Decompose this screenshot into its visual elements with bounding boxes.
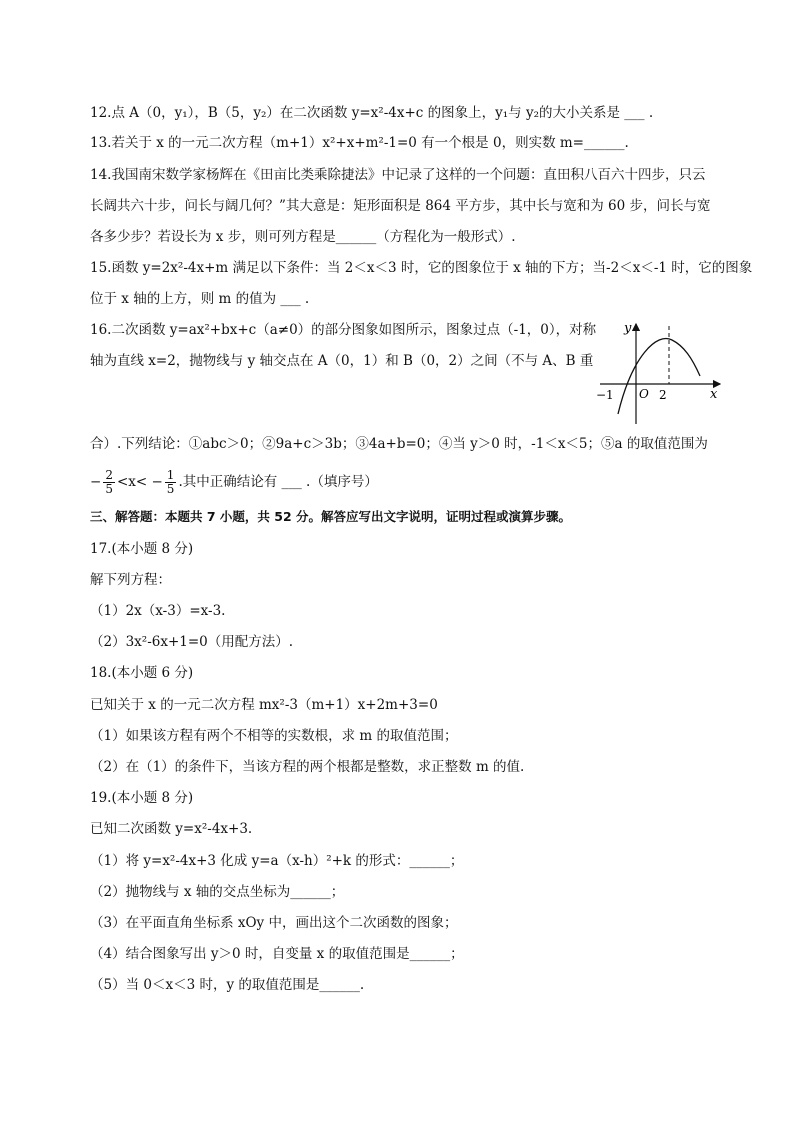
inequality-middle: <x< − (116, 474, 163, 490)
question-18-intro: 已知关于 x 的一元二次方程 mx²-3（m+1）x+2m+3=0 (90, 697, 438, 713)
question-19-part-5: （5）当 0＜x＜3 时，y 的取值范围是______. (90, 977, 365, 993)
question-13: 13.若关于 x 的一元二次方程（m+1）x²+x+m²-1=0 有一个根是 0，则实数 m=______. (90, 135, 629, 151)
question-19-intro: 已知二次函数 y=x²-4x+3. (90, 821, 253, 837)
y-axis-label: y (624, 321, 632, 336)
tick-label-neg1: −1 (596, 388, 614, 402)
parabola-graph (592, 318, 726, 428)
question-18-part-2: （2）在（1）的条件下，当该方程的两个根都是整数，求正整数 m 的值. (90, 759, 525, 775)
question-19-part-4: （4）结合图象写出 y＞0 时，自变量 x 的取值范围是______； (90, 946, 464, 962)
minus-sign: − (90, 474, 102, 490)
origin-label: O (639, 387, 649, 401)
question-15-line-2: 位于 x 轴的上方，则 m 的值为 ___ . (90, 291, 310, 307)
question-19-part-3: （3）在平面直角坐标系 xOy 中，画出这个二次函数的图象； (90, 915, 458, 931)
fraction-denominator: 5 (105, 482, 113, 496)
question-16-line-4 (90, 468, 378, 496)
question-17-intro: 解下列方程： (90, 572, 171, 588)
question-19-part-1: （1）将 y=x²-4x+3 化成 y=a（x-h）²+k 的形式：______； (90, 853, 464, 869)
question-14-line-2: 长阔共六十步，问长与阔几何？”其大意是：矩形面积是 864 平方步，其中长与宽和为 60 步，问长与宽 (90, 198, 711, 214)
fraction-numerator: 2 (105, 468, 113, 482)
question-14-line-3: 各多少步？若设长为 x 步，则可列方程是______（方程化为一般形式）. (90, 229, 516, 245)
question-14-line-1: 14.我国南宋数学家杨辉在《田亩比类乘除捷法》中记录了这样的一个问题：直田积八百六十四步，只云 (90, 167, 706, 183)
fraction-denominator: 5 (166, 482, 175, 496)
question-18-heading: 18.(本小题 6 分) (90, 665, 194, 681)
fraction-one-fifth (165, 469, 177, 496)
question-16-line-3: 合）.下列结论：①abc＞0；②9a+c＞3b；③4a+b=0；④当 y＞0 时，-1＜x＜5；⑤a 的取值范围为 (90, 436, 708, 452)
parabola-curve (618, 339, 700, 414)
question-19-part-2: （2）抛物线与 x 轴的交点坐标为______； (90, 884, 345, 900)
question-16-line-1: 16.二次函数 y=ax²+bx+c（a≠0）的部分图象如图所示，图象过点（-1，0），对称 (90, 322, 597, 338)
fraction-numerator: 1 (166, 468, 175, 482)
question-17-part-1: （1）2x（x-3）=x-3. (90, 603, 226, 619)
question-17-part-2: （2）3x²-6x+1=0（用配方法）. (90, 634, 294, 650)
question-16-ending: .其中正确结论有 ___ .（填序号） (178, 474, 378, 490)
question-19-heading: 19.(本小题 8 分) (90, 790, 194, 806)
question-17-heading: 17.(本小题 8 分) (90, 541, 194, 557)
question-18-part-1: （1）如果该方程有两个不相等的实数根，求 m 的取值范围； (90, 728, 458, 744)
fraction-two-fifths (103, 469, 115, 496)
section-3-heading: 三、解答题：本题共 7 小题，共 52 分。解答应写出文字说明，证明过程或演算步骤。 (90, 509, 572, 524)
tick-label-2: 2 (659, 388, 667, 402)
question-15-line-1: 15.函数 y=2x²-4x+m 满足以下条件：当 2＜x＜3 时，它的图象位于 x 轴的下方；当-2＜x＜-1 时，它的图象 (90, 260, 753, 276)
question-12: 12.点 A（0，y₁），B（5，y₂）在二次函数 y=x²-4x+c 的图象上，y₁与 y₂的大小关系是 ___ . (90, 105, 654, 121)
x-axis-label: x (710, 387, 718, 402)
question-16-line-2: 轴为直线 x=2，抛物线与 y 轴交点在 A（0，1）和 B（0，2）之间（不与 A、B 重 (90, 353, 594, 369)
